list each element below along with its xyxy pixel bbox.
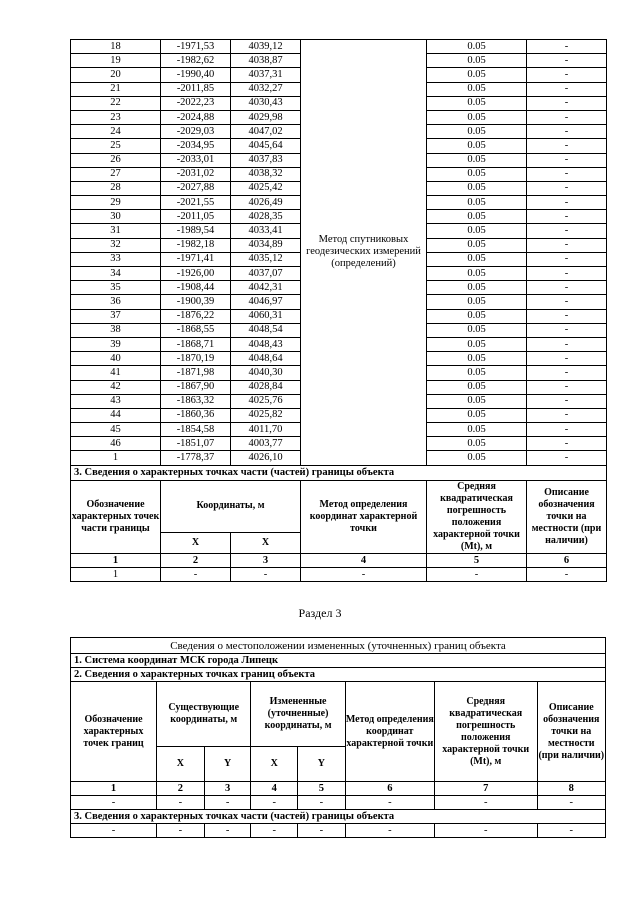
num-cell: 4	[301, 553, 427, 567]
point-x: -2034,95	[161, 139, 231, 153]
point-number: 20	[71, 68, 161, 82]
data-cell: -	[161, 567, 231, 581]
data-cell: -	[71, 796, 157, 810]
point-description: -	[527, 96, 607, 110]
header-designation: Обозначение характерных точек границ	[71, 682, 157, 782]
point-y: 4040,30	[231, 366, 301, 380]
point-number: 33	[71, 252, 161, 266]
part-section-3-title: 3. Сведения о характерных точках части (частей) границы объекта	[71, 465, 607, 480]
point-accuracy: 0.05	[427, 96, 527, 110]
point-number: 44	[71, 408, 161, 422]
point-x: -2011,85	[161, 82, 231, 96]
data-cell: -	[298, 796, 346, 810]
point-description: -	[527, 82, 607, 96]
num-cell: 5	[427, 553, 527, 567]
part-numbers-row	[71, 553, 607, 567]
point-x: -1868,55	[161, 323, 231, 337]
changed-part-data-row	[71, 824, 606, 838]
header-x2: X	[251, 747, 298, 782]
point-y: 4047,02	[231, 125, 301, 139]
boundary-points-title: 2. Сведения о характерных точках границ объекта	[71, 668, 606, 682]
point-description: -	[527, 380, 607, 394]
point-accuracy: 0.05	[427, 451, 527, 465]
point-description: -	[527, 323, 607, 337]
point-y: 4028,84	[231, 380, 301, 394]
point-x: -1871,98	[161, 366, 231, 380]
point-number: 28	[71, 181, 161, 195]
num-cell: 2	[157, 782, 205, 796]
point-number: 32	[71, 238, 161, 252]
point-x: -1868,71	[161, 337, 231, 351]
point-y: 4025,42	[231, 181, 301, 195]
points-table-body	[71, 40, 607, 466]
point-number: 29	[71, 196, 161, 210]
header-existing: Существующие координаты, м	[157, 682, 251, 747]
point-x: -1854,58	[161, 423, 231, 437]
point-x: -2011,05	[161, 210, 231, 224]
data-cell: -	[231, 567, 301, 581]
point-number: 19	[71, 54, 161, 68]
point-x: -1860,36	[161, 408, 231, 422]
point-y: 4032,27	[231, 82, 301, 96]
point-description: -	[527, 309, 607, 323]
point-description: -	[527, 352, 607, 366]
point-x: -2029,03	[161, 125, 231, 139]
point-number: 27	[71, 167, 161, 181]
point-y: 4026,10	[231, 451, 301, 465]
section-3-heading: Раздел 3	[298, 606, 342, 620]
point-y: 4034,89	[231, 238, 301, 252]
changed-data-row	[71, 796, 606, 810]
num-cell: 1	[71, 782, 157, 796]
point-description: -	[527, 267, 607, 281]
point-description: -	[527, 153, 607, 167]
point-accuracy: 0.05	[427, 153, 527, 167]
num-cell: 3	[231, 553, 301, 567]
part-data-row	[71, 567, 607, 581]
point-x: -1990,40	[161, 68, 231, 82]
point-x: -1876,22	[161, 309, 231, 323]
point-x: -1982,18	[161, 238, 231, 252]
point-accuracy: 0.05	[427, 380, 527, 394]
coord-system: 1. Система координат МСК города Липецк	[71, 654, 606, 668]
point-x: -1971,41	[161, 252, 231, 266]
num-cell: 1	[71, 553, 161, 567]
data-cell: -	[204, 824, 251, 838]
point-description: -	[527, 451, 607, 465]
point-accuracy: 0.05	[427, 423, 527, 437]
header-description: Описание обозначения точки на местности (при наличии)	[537, 682, 605, 782]
point-x: -1982,62	[161, 54, 231, 68]
point-y: 4048,54	[231, 323, 301, 337]
point-y: 4025,76	[231, 394, 301, 408]
header-description: Описание обозначения точки на местности (при наличии)	[527, 480, 607, 553]
header-y: X	[231, 532, 301, 553]
point-y: 4045,64	[231, 139, 301, 153]
point-description: -	[527, 40, 607, 54]
point-accuracy: 0.05	[427, 82, 527, 96]
point-y: 4029,98	[231, 110, 301, 124]
header-coords: Координаты, м	[161, 480, 301, 532]
point-accuracy: 0.05	[427, 309, 527, 323]
point-description: -	[527, 139, 607, 153]
point-x: -1900,39	[161, 295, 231, 309]
point-accuracy: 0.05	[427, 167, 527, 181]
point-number: 37	[71, 309, 161, 323]
point-accuracy: 0.05	[427, 110, 527, 124]
header-accuracy: Средняя квадратическая погрешность положения характерной точки (Mt), м	[434, 682, 537, 782]
point-x: -2033,01	[161, 153, 231, 167]
part-section-3-row	[71, 465, 607, 480]
header-y2: Y	[298, 747, 346, 782]
point-accuracy: 0.05	[427, 139, 527, 153]
point-description: -	[527, 366, 607, 380]
point-y: 4038,32	[231, 167, 301, 181]
header-designation: Обозначение характерных точек части границы	[71, 480, 161, 553]
point-accuracy: 0.05	[427, 437, 527, 451]
point-accuracy: 0.05	[427, 394, 527, 408]
point-x: -1870,19	[161, 352, 231, 366]
point-description: -	[527, 337, 607, 351]
point-x: -2031,02	[161, 167, 231, 181]
point-number: 46	[71, 437, 161, 451]
point-x: -1778,37	[161, 451, 231, 465]
point-number: 24	[71, 125, 161, 139]
point-number: 41	[71, 366, 161, 380]
point-accuracy: 0.05	[427, 267, 527, 281]
point-accuracy: 0.05	[427, 68, 527, 82]
point-description: -	[527, 423, 607, 437]
point-description: -	[527, 196, 607, 210]
header-method: Метод определения координат характерной точки	[345, 682, 434, 782]
data-cell: -	[301, 567, 427, 581]
data-cell: -	[345, 824, 434, 838]
data-cell: -	[434, 824, 537, 838]
point-y: 4025,82	[231, 408, 301, 422]
point-row	[71, 40, 607, 54]
data-cell: -	[298, 824, 346, 838]
point-number: 22	[71, 96, 161, 110]
changed-part-section-title: 3. Сведения о характерных точках части (частей) границы объекта	[71, 810, 606, 824]
point-accuracy: 0.05	[427, 196, 527, 210]
point-x: -2027,88	[161, 181, 231, 195]
point-x: -1908,44	[161, 281, 231, 295]
point-accuracy: 0.05	[427, 408, 527, 422]
point-y: 4046,97	[231, 295, 301, 309]
num-cell: 2	[161, 553, 231, 567]
point-description: -	[527, 394, 607, 408]
point-accuracy: 0.05	[427, 323, 527, 337]
point-y: 4003,77	[231, 437, 301, 451]
data-cell: -	[537, 824, 605, 838]
point-y: 4030,43	[231, 96, 301, 110]
header-y1: Y	[204, 747, 251, 782]
point-accuracy: 0.05	[427, 366, 527, 380]
point-number: 43	[71, 394, 161, 408]
point-x: -2021,55	[161, 196, 231, 210]
num-cell: 5	[298, 782, 346, 796]
data-cell: -	[157, 796, 205, 810]
point-y: 4042,31	[231, 281, 301, 295]
changed-part-section-row	[71, 810, 606, 824]
data-cell: -	[251, 824, 298, 838]
coord-system-row	[71, 654, 606, 668]
num-cell: 7	[434, 782, 537, 796]
point-number: 23	[71, 110, 161, 124]
data-cell: -	[434, 796, 537, 810]
point-y: 4039,12	[231, 40, 301, 54]
changed-boundaries-table	[70, 637, 606, 838]
point-y: 4060,31	[231, 309, 301, 323]
point-x: -1989,54	[161, 224, 231, 238]
point-accuracy: 0.05	[427, 210, 527, 224]
point-number: 38	[71, 323, 161, 337]
point-accuracy: 0.05	[427, 181, 527, 195]
point-number: 31	[71, 224, 161, 238]
header-x1: X	[157, 747, 205, 782]
point-y: 4037,07	[231, 267, 301, 281]
point-description: -	[527, 252, 607, 266]
part-header-row	[71, 480, 607, 532]
point-accuracy: 0.05	[427, 281, 527, 295]
point-y: 4048,43	[231, 337, 301, 351]
point-accuracy: 0.05	[427, 238, 527, 252]
header-changed: Измененные (уточненные) координаты, м	[251, 682, 345, 747]
point-description: -	[527, 238, 607, 252]
point-accuracy: 0.05	[427, 295, 527, 309]
point-number: 18	[71, 40, 161, 54]
point-accuracy: 0.05	[427, 54, 527, 68]
data-cell: -	[157, 824, 205, 838]
header-accuracy: Средняя квадратическая погрешность положения характерной точки (Mt), м	[427, 480, 527, 553]
point-y: 4037,31	[231, 68, 301, 82]
point-description: -	[527, 54, 607, 68]
num-cell: 4	[251, 782, 298, 796]
point-number: 39	[71, 337, 161, 351]
header-x: X	[161, 532, 231, 553]
point-y: 4028,35	[231, 210, 301, 224]
num-cell: 3	[204, 782, 251, 796]
data-cell: -	[71, 824, 157, 838]
point-description: -	[527, 110, 607, 124]
point-y: 4026,49	[231, 196, 301, 210]
changed-title-row	[71, 638, 606, 654]
point-description: -	[527, 281, 607, 295]
point-x: -1971,53	[161, 40, 231, 54]
data-cell: -	[204, 796, 251, 810]
point-y: 4037,83	[231, 153, 301, 167]
point-number: 35	[71, 281, 161, 295]
point-number: 36	[71, 295, 161, 309]
changed-title: Сведения о местоположении измененных (уточненных) границ объекта	[71, 638, 606, 654]
point-x: -2024,88	[161, 110, 231, 124]
header-method: Метод определения координат характерной точки	[301, 480, 427, 553]
point-y: 4048,64	[231, 352, 301, 366]
point-accuracy: 0.05	[427, 352, 527, 366]
data-cell: 1	[71, 567, 161, 581]
point-number: 45	[71, 423, 161, 437]
point-number: 40	[71, 352, 161, 366]
point-number: 26	[71, 153, 161, 167]
point-x: -1926,00	[161, 267, 231, 281]
point-x: -1851,07	[161, 437, 231, 451]
point-description: -	[527, 210, 607, 224]
point-description: -	[527, 181, 607, 195]
data-cell: -	[251, 796, 298, 810]
point-accuracy: 0.05	[427, 224, 527, 238]
point-description: -	[527, 295, 607, 309]
method-cell: Метод спутниковых геодезических измерений (определений)	[301, 40, 427, 466]
point-description: -	[527, 125, 607, 139]
point-number: 34	[71, 267, 161, 281]
point-accuracy: 0.05	[427, 40, 527, 54]
changed-numbers-row	[71, 782, 606, 796]
point-accuracy: 0.05	[427, 125, 527, 139]
point-accuracy: 0.05	[427, 337, 527, 351]
point-description: -	[527, 224, 607, 238]
boundary-points-row	[71, 668, 606, 682]
data-cell: -	[345, 796, 434, 810]
point-x: -2022,23	[161, 96, 231, 110]
point-y: 4033,41	[231, 224, 301, 238]
points-table	[70, 39, 607, 582]
point-number: 1	[71, 451, 161, 465]
point-number: 21	[71, 82, 161, 96]
data-cell: -	[427, 567, 527, 581]
changed-header-row	[71, 682, 606, 747]
point-description: -	[527, 167, 607, 181]
point-y: 4011,70	[231, 423, 301, 437]
point-y: 4038,87	[231, 54, 301, 68]
data-cell: -	[527, 567, 607, 581]
point-description: -	[527, 68, 607, 82]
point-y: 4035,12	[231, 252, 301, 266]
num-cell: 8	[537, 782, 605, 796]
point-x: -1867,90	[161, 380, 231, 394]
point-number: 25	[71, 139, 161, 153]
num-cell: 6	[345, 782, 434, 796]
point-number: 30	[71, 210, 161, 224]
point-x: -1863,32	[161, 394, 231, 408]
point-accuracy: 0.05	[427, 252, 527, 266]
point-number: 42	[71, 380, 161, 394]
num-cell: 6	[527, 553, 607, 567]
point-description: -	[527, 437, 607, 451]
data-cell: -	[537, 796, 605, 810]
point-description: -	[527, 408, 607, 422]
